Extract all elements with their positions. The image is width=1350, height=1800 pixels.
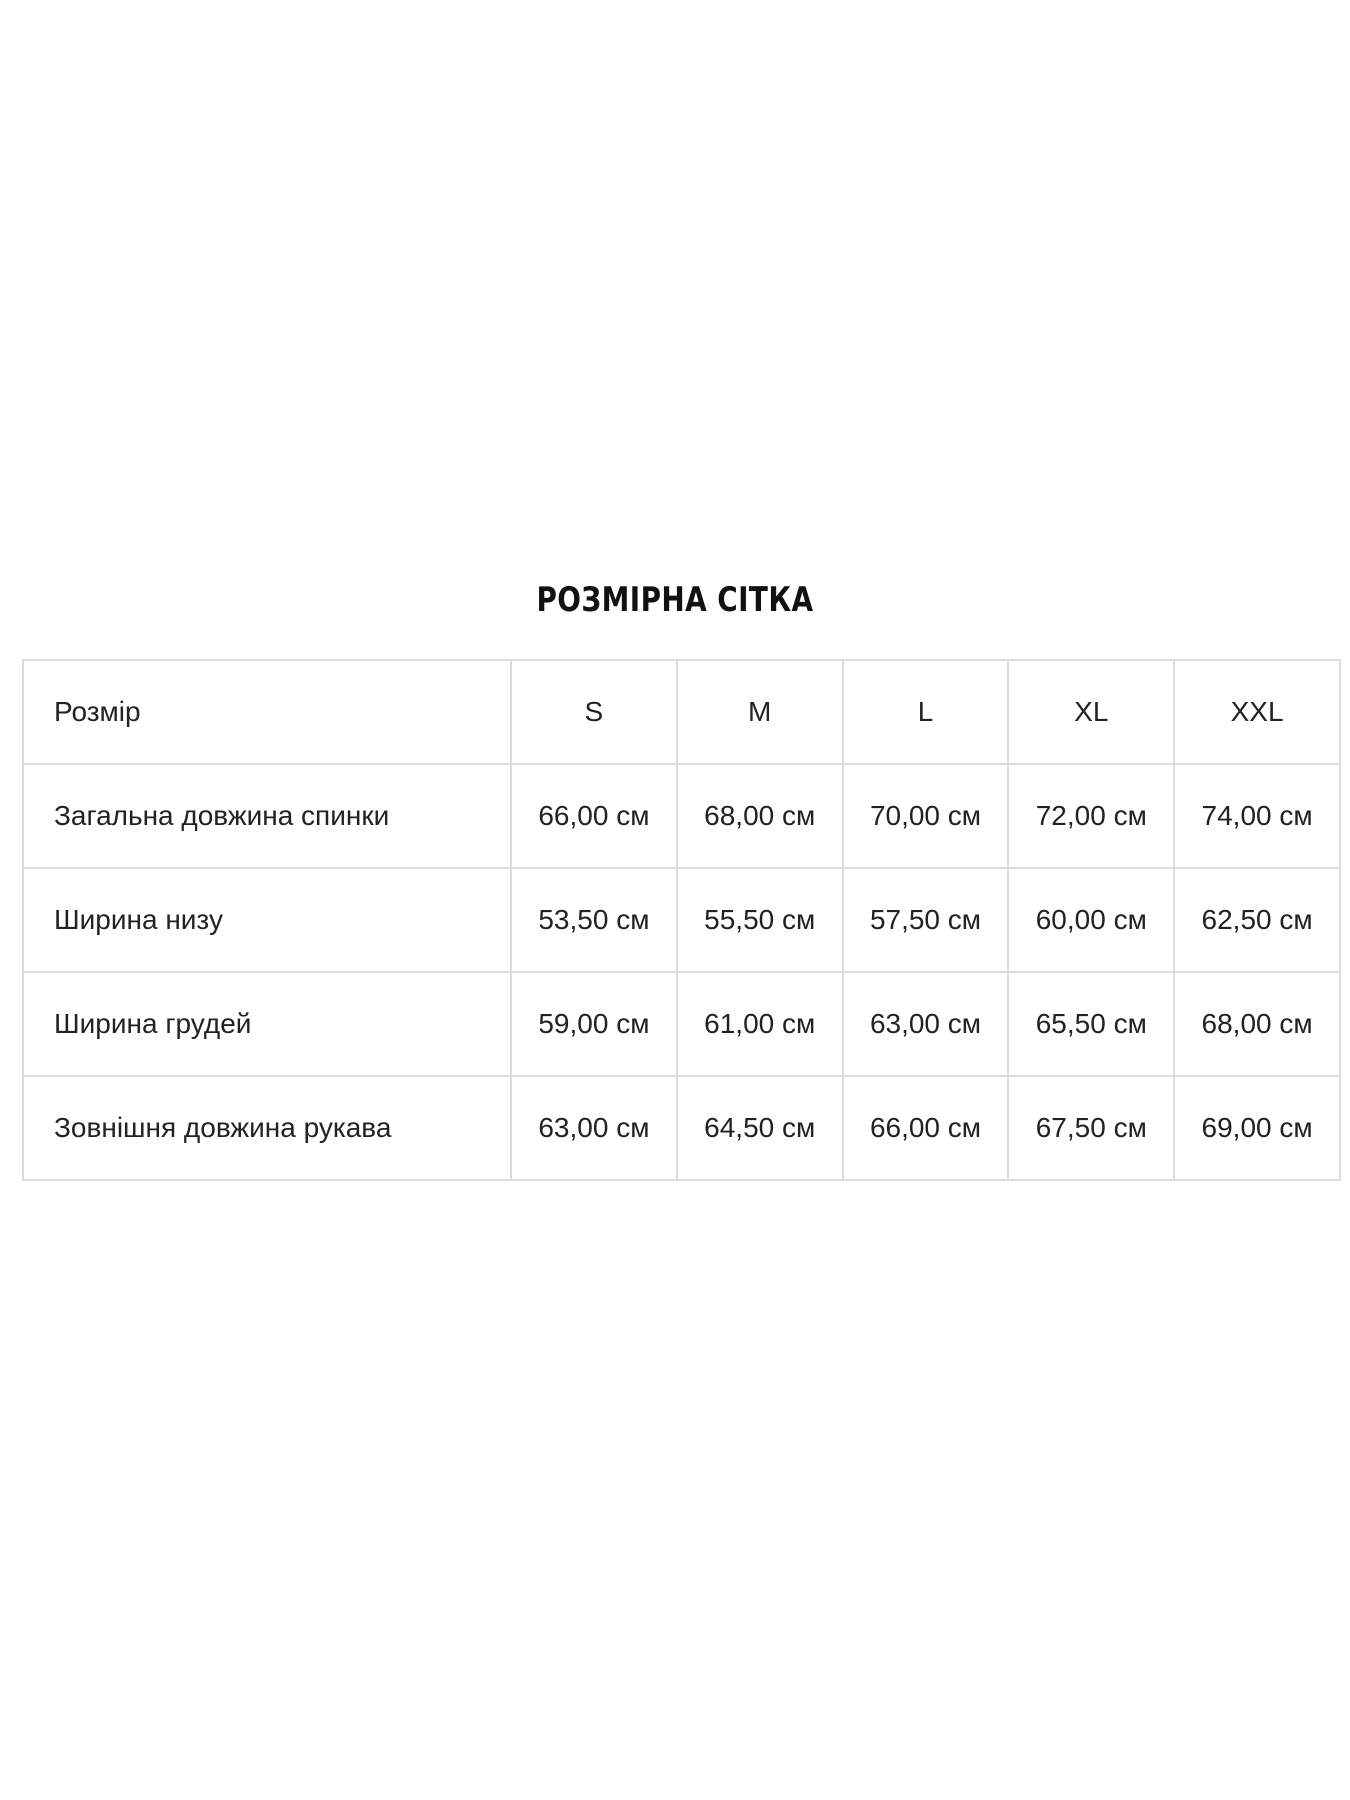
row-label: Ширина низу — [23, 868, 511, 972]
table-row — [23, 764, 1340, 868]
header-size-xxl: XXL — [1174, 660, 1340, 764]
table-cell: 61,00 см — [677, 972, 843, 1076]
table-cell: 68,00 см — [677, 764, 843, 868]
header-size-m: M — [677, 660, 843, 764]
table-cell: 70,00 см — [843, 764, 1009, 868]
header-size-l: L — [843, 660, 1009, 764]
table-cell: 60,00 см — [1008, 868, 1174, 972]
table-cell: 66,00 см — [843, 1076, 1009, 1180]
header-size-s: S — [511, 660, 677, 764]
table-cell: 67,50 см — [1008, 1076, 1174, 1180]
table-cell: 57,50 см — [843, 868, 1009, 972]
table-row — [23, 868, 1340, 972]
size-chart-table — [22, 659, 1341, 1181]
table-cell: 65,50 см — [1008, 972, 1174, 1076]
table-cell: 69,00 см — [1174, 1076, 1340, 1180]
table-cell: 55,50 см — [677, 868, 843, 972]
page-title: РОЗМІРНА СІТКА — [536, 580, 814, 620]
table-cell: 66,00 см — [511, 764, 677, 868]
header-label-cell: Розмір — [23, 660, 511, 764]
table-row — [23, 972, 1340, 1076]
table-cell: 53,50 см — [511, 868, 677, 972]
table-row — [23, 1076, 1340, 1180]
row-label: Загальна довжина спинки — [23, 764, 511, 868]
table-cell: 72,00 см — [1008, 764, 1174, 868]
row-label: Ширина грудей — [23, 972, 511, 1076]
table-cell: 74,00 см — [1174, 764, 1340, 868]
table-header-row — [23, 660, 1340, 764]
row-label: Зовнішня довжина рукава — [23, 1076, 511, 1180]
table-cell: 59,00 см — [511, 972, 677, 1076]
table-cell: 63,00 см — [843, 972, 1009, 1076]
table-cell: 62,50 см — [1174, 868, 1340, 972]
header-size-xl: XL — [1008, 660, 1174, 764]
table-cell: 68,00 см — [1174, 972, 1340, 1076]
table-cell: 63,00 см — [511, 1076, 677, 1180]
table-cell: 64,50 см — [677, 1076, 843, 1180]
